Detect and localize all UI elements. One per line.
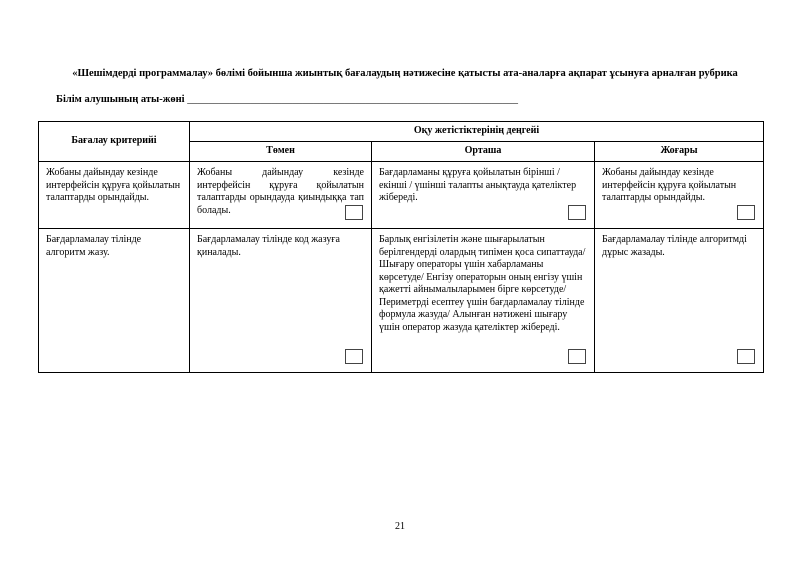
table-row [39, 162, 764, 229]
low-cell [190, 162, 372, 229]
descriptor-text: Бағдарламаны құруға қойылатын бірінші / екінші / үшінші талапты анықтауда қателіктер жібереді. [379, 167, 577, 203]
rubric-table [38, 121, 764, 373]
criterion-text: Жобаны дайындау кезінде интерфейсін құруға қойылатын талаптарды орындайды. [46, 167, 181, 203]
descriptor-text: Жобаны дайындау кезінде интерфейсін құруға қойылатын талаптарды орындауда қиындыққа тап болады. [197, 167, 364, 216]
page-number: 21 [395, 521, 405, 532]
column-header-low: Төмен [190, 142, 372, 162]
column-header-medium: Орташа [372, 142, 595, 162]
descriptor-text: Барлық енгізілетін және шығарылатын берілгендерді олардың типімен қоса сипаттауда/ Шығару операторы үшін хабарламаны көрсетуде/ Енгізу операторын оның енгізу үшін қажетті айнымалыларымен бірге көрсетуде/ Периметрді есептеу үшін бағдарламалау тілінде формула жазуда/ Алынған нәтижені шығару үшін оператор жазуда қателіктер жібереді. [379, 234, 586, 333]
descriptor-text: Жобаны дайындау кезінде интерфейсін құруға қойылатын талаптарды орындайды. [602, 167, 737, 203]
medium-cell [372, 162, 595, 229]
column-header-high: Жоғары [595, 142, 764, 162]
high-cell [595, 229, 764, 373]
document-title: «Шешімдерді программалау» бөлімі бойынша жиынтық бағалаудың нәтижесіне қатысты ата-аналарға ақпарат ұсынуға арналған рубрика [72, 68, 738, 79]
criterion-cell [39, 229, 190, 373]
medium-cell [372, 229, 595, 373]
table-row [39, 229, 764, 373]
checkbox[interactable] [345, 349, 363, 364]
checkbox[interactable] [737, 205, 755, 220]
checkbox[interactable] [345, 205, 363, 220]
criterion-cell [39, 162, 190, 229]
low-cell [190, 229, 372, 373]
checkbox[interactable] [737, 349, 755, 364]
student-name-blank[interactable]: _______________________________________________________________ [187, 94, 518, 105]
criteria-header: Бағалау критерийі [39, 122, 190, 162]
descriptor-text: Бағдарламалау тілінде алгоритмді дұрыс жазады. [602, 234, 747, 258]
level-header: Оқу жетістіктерінің деңгейі [190, 122, 764, 142]
checkbox[interactable] [568, 349, 586, 364]
criterion-text: Бағдарламалау тілінде алгоритм жазу. [46, 234, 142, 258]
student-name-label: Білім алушының аты-жөні [56, 94, 185, 105]
checkbox[interactable] [568, 205, 586, 220]
student-name-line [56, 93, 518, 106]
high-cell [595, 162, 764, 229]
descriptor-text: Бағдарламалау тілінде код жазуға қиналады. [197, 234, 340, 258]
